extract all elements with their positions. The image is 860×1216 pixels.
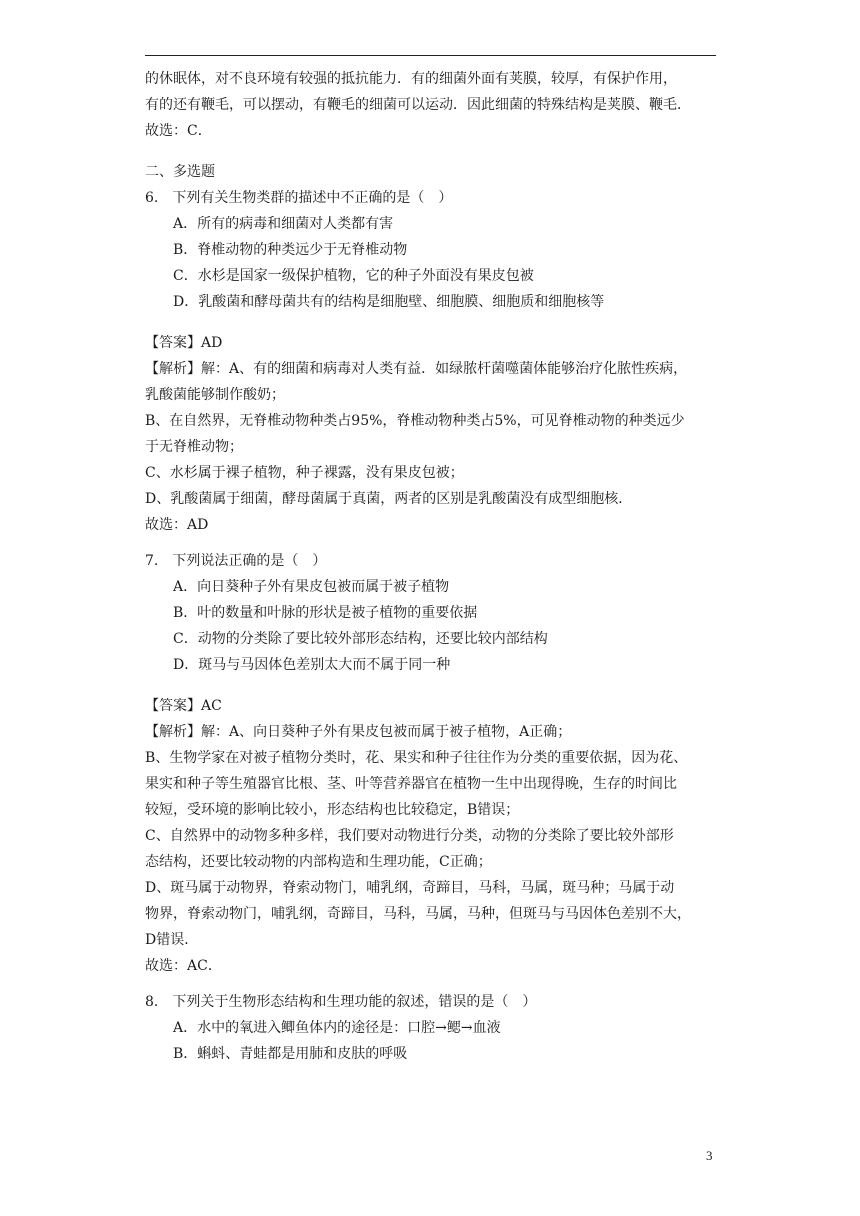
- analysis-line: 故选：AD: [145, 517, 209, 533]
- question-8: [145, 989, 720, 1067]
- analysis-line: 较短，受环境的影响比较小，形态结构也比较稳定，B错误；: [145, 802, 520, 818]
- paragraph-line: 故选：C．: [145, 123, 212, 139]
- question-6: [145, 185, 720, 538]
- answer-line: 【答案】AD: [145, 335, 223, 351]
- question-stem: 8. 下列关于生物形态结构和生理功能的叙述，错误的是（ ）: [145, 994, 537, 1010]
- option-b: B．脊椎动物的种类远少于无脊椎动物: [173, 242, 408, 258]
- option-a: A．所有的病毒和细菌对人类都有害: [173, 216, 394, 232]
- paragraph-line: 的休眠体，对不良环境有较强的抵抗能力．有的细菌外面有荚膜，较厚，有保护作用，: [145, 71, 677, 87]
- paragraph-line: 有的还有鞭毛，可以摆动，有鞭毛的细菌可以运动．因此细菌的特殊结构是荚膜、鞭毛．: [145, 97, 691, 113]
- analysis-line: D、乳酸菌属于细菌，酵母菌属于真菌，两者的区别是乳酸菌没有成型细胞核．: [145, 491, 633, 507]
- option-d: D．乳酸菌和酵母菌共有的结构是细胞壁、细胞膜、细胞质和细胞核等: [173, 294, 605, 310]
- header-rule: [145, 55, 716, 56]
- option-a: A．向日葵种子外有果皮包被而属于被子植物: [173, 579, 450, 595]
- analysis-line: D错误．: [145, 932, 199, 948]
- analysis-line: 【解析】解：A、向日葵种子外有果皮包被而属于被子植物，A正确；: [145, 724, 572, 740]
- analysis-line: C、水杉属于裸子植物，种子裸露，没有果皮包被；: [145, 465, 464, 481]
- page-body: [145, 66, 720, 1067]
- question-stem: 6. 下列有关生物类群的描述中不正确的是（ ）: [145, 190, 453, 206]
- analysis-line: 乳酸菌能够制作酸奶；: [145, 387, 285, 403]
- analysis-line: 于无脊椎动物；: [145, 439, 243, 455]
- analysis-line: B、生物学家在对被子植物分类时，花、果实和种子往往作为分类的重要依据，因为花、: [145, 750, 688, 766]
- option-b: B．蝌蚪、青蛙都是用肺和皮肤的呼吸: [173, 1046, 408, 1062]
- option-d: D．斑马与马因体色差别太大而不属于同一种: [173, 657, 451, 673]
- option-b: B．叶的数量和叶脉的形状是被子植物的重要依据: [173, 605, 478, 621]
- question-7: [145, 548, 720, 979]
- option-a: A．水中的氧进入鲫鱼体内的途径是：口腔→鳃→血液: [173, 1020, 501, 1036]
- analysis-line: D、斑马属于动物界，脊索动物门，哺乳纲，奇蹄目，马科，马属，斑马种；马属于动: [145, 880, 675, 896]
- analysis-line: 故选：AC．: [145, 958, 222, 974]
- answer-line: 【答案】AC: [145, 698, 222, 714]
- question-stem: 7. 下列说法正确的是（ ）: [145, 553, 327, 569]
- section-title: 二、多选题: [145, 164, 215, 180]
- analysis-line: B、在自然界，无脊椎动物种类占95%，脊椎动物种类占5%，可见脊椎动物的种类远少: [145, 413, 685, 429]
- option-c: C．水杉是国家一级保护植物，它的种子外面没有果皮包被: [173, 268, 534, 284]
- option-c: C．动物的分类除了要比较外部形态结构，还要比较内部结构: [173, 631, 548, 647]
- analysis-line: 态结构，还要比较动物的内部构造和生理功能，C正确；: [145, 854, 492, 870]
- page-number: 3: [706, 1148, 713, 1163]
- analysis-line: 果实和种子等生殖器官比根、茎、叶等营养器官在植物一生中出现得晚，生存的时间比: [145, 776, 677, 792]
- analysis-line: 物界，脊索动物门，哺乳纲，奇蹄目，马科，马属，马种，但斑马与马因体色差别不大，: [145, 906, 691, 922]
- analysis-line: C、自然界中的动物多种多样，我们要对动物进行分类，动物的分类除了要比较外部形: [145, 828, 674, 844]
- prev-question-tail: [145, 66, 720, 144]
- analysis-line: 【解析】解：A、有的细菌和病毒对人类有益．如绿脓杆菌噬菌体能够治疗化脓性疾病，: [145, 361, 688, 377]
